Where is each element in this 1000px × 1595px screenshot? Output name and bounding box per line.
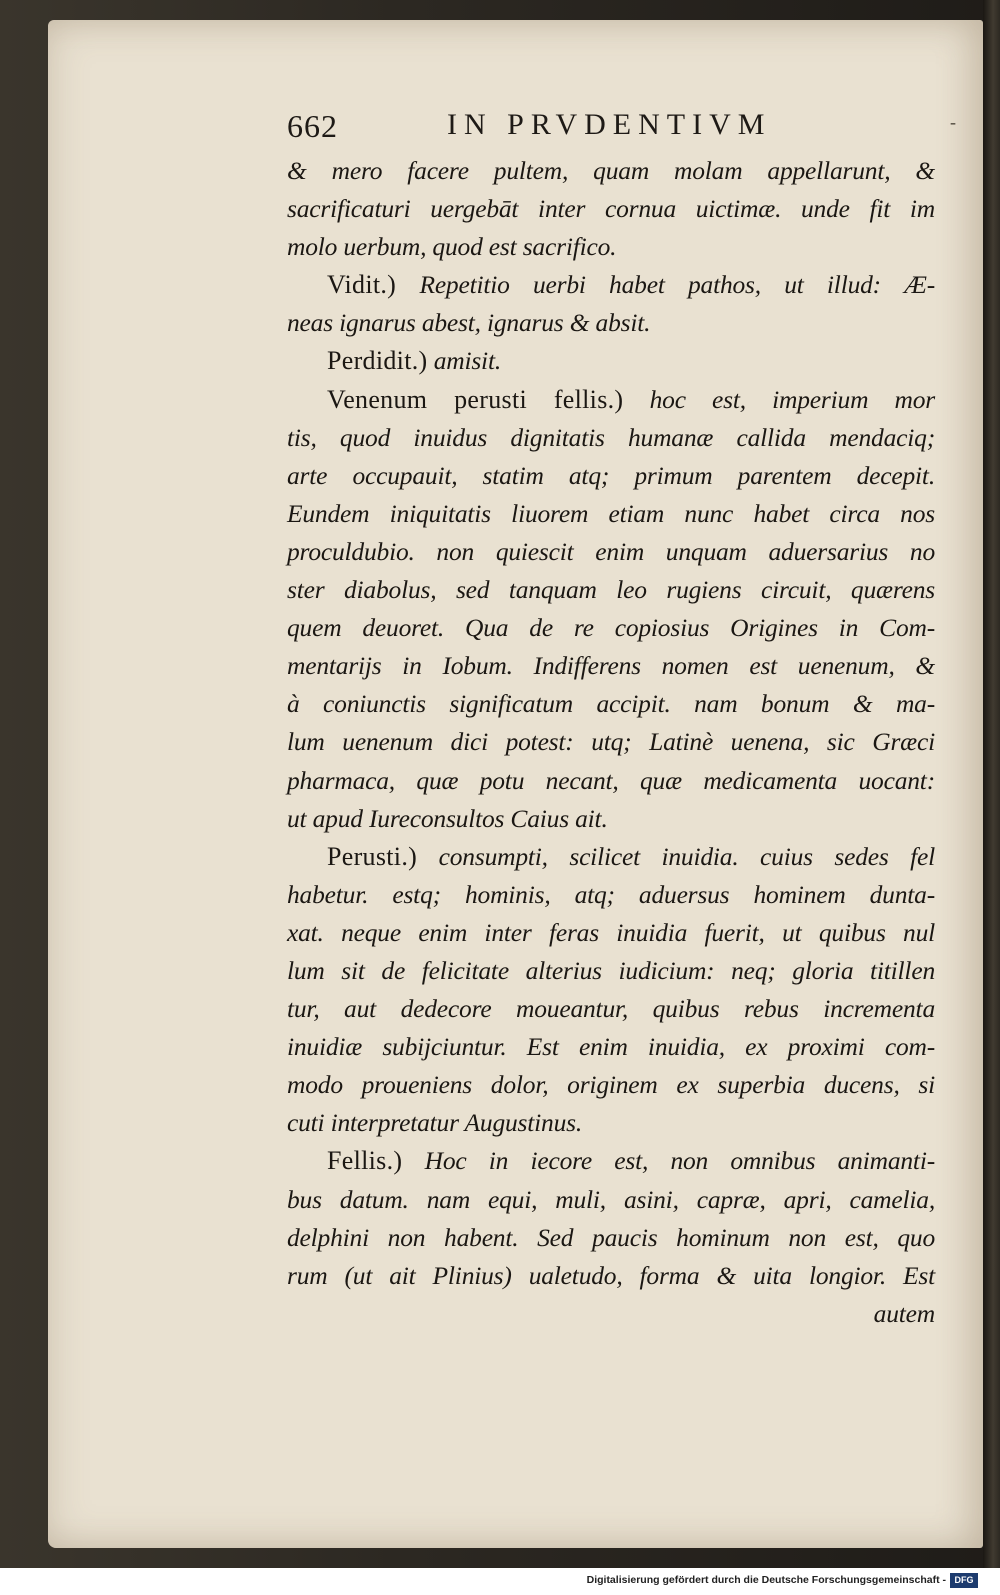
text-line: & mero facere pultem, quam molam appellarunt, & — [287, 156, 935, 185]
text-line: tur, aut dedecore moueantur, quibus rebus incrementa — [287, 994, 935, 1024]
text-line: ut apud Iureconsultos Caius ait. — [287, 803, 608, 833]
text-line: Eundem iniquitatis liuorem etiam nunc habet circa nos — [287, 498, 935, 528]
text-line: sacrificaturi uergebāt inter cornua uictimæ. unde fit im — [287, 194, 935, 224]
lemma-perusti: Perusti.) — [327, 841, 418, 871]
text-line: lum sit de felicitate alterius iudicium: neq; gloria titillen — [287, 955, 935, 985]
text-line: inuidiæ subijciuntur. Est enim inuidia, ex proximi com- — [287, 1032, 935, 1062]
text-line: lum uenenum dici potest: utq; Latinè uenena, sic Græci — [287, 727, 935, 757]
funding-credit: Digitalisierung gefördert durch die Deutsche Forschungsgemeinschaft - — [586, 1574, 946, 1586]
gloss-text: amisit. — [433, 346, 502, 376]
gloss-text: Repetitio uerbi habet pathos, ut illud: Æ- — [419, 270, 935, 300]
text-line: quem deuoret. Qua de re copiosius Origines in Com- — [287, 613, 935, 643]
gloss-text: consumpti, scilicet inuidia. cuius sedes fel — [438, 841, 936, 871]
text-line: molo uerbum, quod est sacrifico. — [287, 232, 617, 262]
running-title: IN PRVDENTIVM — [447, 108, 772, 141]
lemma-vidit: Vidit.) — [327, 270, 397, 300]
lemma-perdidit: Perdidit.) — [327, 346, 428, 376]
gloss-text: hoc est, imperium mor — [649, 384, 935, 414]
book-edge — [983, 0, 1000, 1568]
text-line: proculdubio. non quiescit enim unquam aduersarius no — [287, 536, 935, 566]
text-line — [287, 1142, 935, 1180]
text-line: habetur. estq; hominis, atq; aduersus hominem dunta- — [287, 879, 935, 909]
text-line: delphini non habent. Sed paucis hominum non est, quo — [287, 1222, 935, 1252]
text-line: tis, quod inuidus dignitatis humanæ callida mendaciq; — [287, 422, 935, 452]
gloss-text: Hoc in iecore est, non omnibus animanti- — [424, 1146, 935, 1176]
lemma-fellis: Fellis.) — [327, 1146, 403, 1176]
text-line — [287, 381, 935, 419]
text-line: arte occupauit, statim atq; primum parentem decepit. — [287, 460, 935, 490]
text-line — [287, 266, 935, 304]
text-line: bus datum. nam equi, muli, asini, capræ, apri, camelia, — [287, 1184, 935, 1214]
digitization-footer — [0, 1568, 1000, 1595]
page-header — [287, 108, 927, 148]
folio-number: 662 — [287, 108, 338, 144]
dfg-logo-icon: DFG — [950, 1573, 978, 1588]
text-line: cuti interpretatur Augustinus. — [287, 1108, 583, 1138]
text-line: rum (ut ait Plinius) ualetudo, forma & uita longior. Est — [287, 1260, 935, 1290]
text-line: ster diabolus, sed tanquam leo rugiens circuit, quærens — [287, 575, 935, 605]
text-line: pharmaca, quæ potu necant, quæ medicamenta uocant: — [287, 765, 935, 795]
text-line: xat. neque enim inter feras inuidia fuerit, ut quibus nul — [287, 917, 935, 947]
text-line — [287, 342, 935, 380]
text-line: à coniunctis significatum accipit. nam bonum & ma- — [287, 689, 935, 719]
text-line: modo proueniens dolor, originem ex superbia ducens, si — [287, 1070, 935, 1100]
main-text — [287, 152, 935, 1333]
catchword: autem — [873, 1298, 935, 1328]
lemma-venenum: Venenum perusti fellis.) — [327, 384, 624, 414]
text-line: mentarijs in Iobum. Indifferens nomen est uenenum, & — [287, 651, 935, 681]
text-line — [287, 838, 935, 876]
text-line: neas ignarus abest, ignarus & absit. — [287, 308, 651, 338]
margin-mark: - — [950, 112, 956, 132]
